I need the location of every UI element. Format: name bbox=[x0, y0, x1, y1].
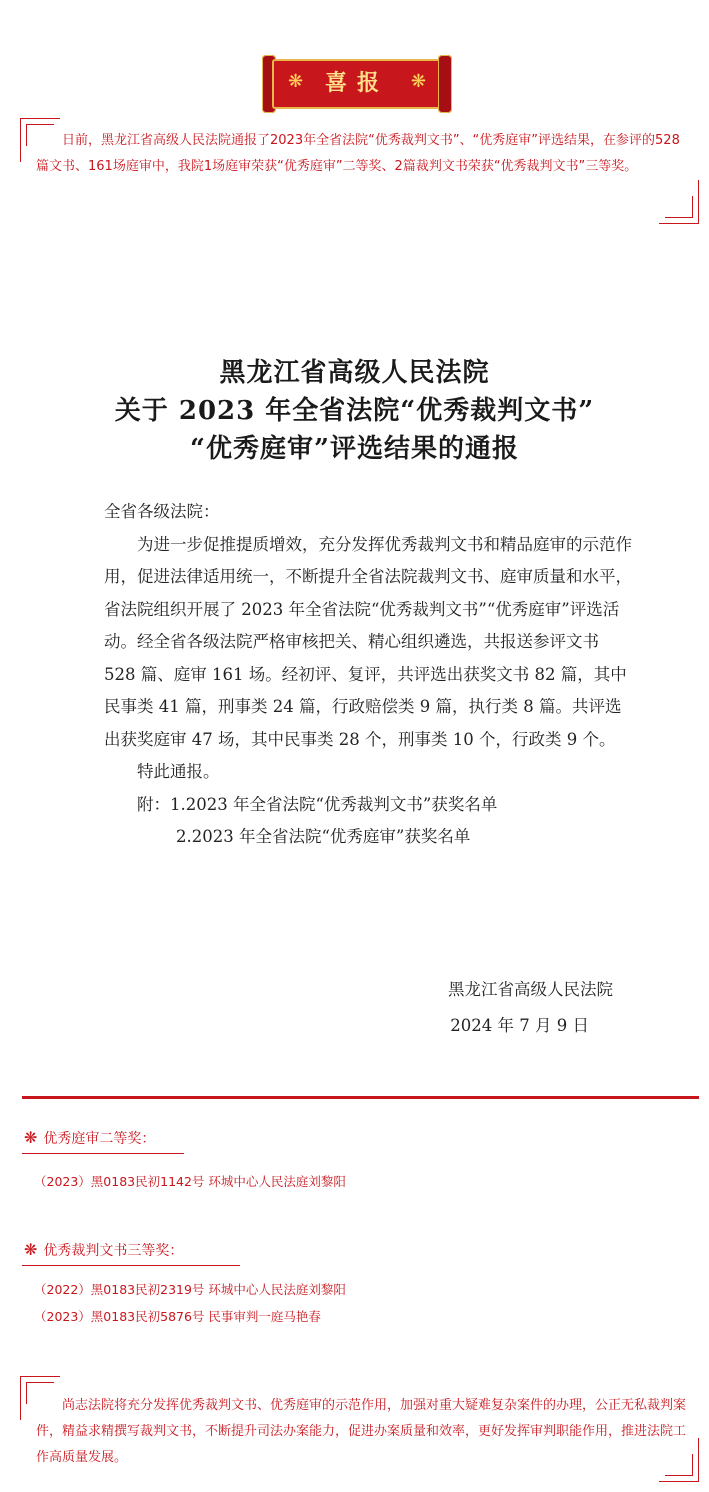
document-attachment-1: 附：1.2023 年全省法院“优秀裁判文书”获奖名单 bbox=[137, 794, 498, 814]
award-heading-label: 优秀庭审二等奖： bbox=[43, 1131, 156, 1147]
notice-document bbox=[0, 300, 709, 1080]
frame-corner-bottom-right bbox=[659, 1442, 699, 1482]
award-underline bbox=[22, 1265, 240, 1266]
sparkle-icon: ❋ bbox=[288, 71, 304, 92]
header-banner bbox=[262, 55, 452, 113]
outro-paragraph: 尚志法院将充分发挥优秀裁判文书、优秀庭审的示范作用，加强对重大疑难复杂案件的办理，公正无私裁判案件，精益求精撰写裁判文书，不断提升司法办案能力，促进办案质量和效率，更好发挥审判职能作用，推进法院工作高质量发展。 bbox=[36, 1398, 687, 1465]
sparkle-icon: ❋ bbox=[410, 71, 426, 92]
document-salutation: 全省各级法院： bbox=[104, 502, 220, 521]
document-title-line: “优秀庭审”评选结果的通报 bbox=[190, 434, 519, 464]
award-underline bbox=[22, 1153, 184, 1154]
document-title-line: 黑龙江省高级人民法院 bbox=[219, 358, 490, 388]
document-date: 2024 年 7 月 9 日 bbox=[450, 1016, 589, 1035]
sparkle-icon: ❋ bbox=[24, 1128, 38, 1147]
document-paragraph: 为进一步促推提质增效，充分发挥优秀裁判文书和精品庭审的示范作用，促进法律适用统一，不断提升全省法院裁判文书、庭审质量和水平，省法院组织开展了 2023 年全省法院“优秀裁判文书”“优秀庭审”评选活动。经全省各级法院严格审核把关、精心组织遴选，共报送参评文书 528 篇、庭审 161 场。经初评、复评，共评选出获奖文书 82 篇，其中民事类 41 篇，刑事类 24 篇，行政赔偿类 9 篇，执行类 8 篇。共评选出获奖庭审 47 场，其中民事类 28 个，刑事类 10 个，行政类 9 个。 bbox=[104, 534, 632, 749]
document-notice: 特此通报。 bbox=[137, 762, 220, 781]
frame-corner-bottom-right bbox=[659, 184, 699, 224]
document-attachment-2: 2.2023 年全省法院“优秀庭审”获奖名单 bbox=[176, 827, 471, 846]
award-item: （2023）黑0183民初1142号 环城中心人民法庭刘黎阳 bbox=[34, 1174, 346, 1189]
sparkle-icon: ❋ bbox=[24, 1240, 38, 1259]
award-heading-label: 优秀裁判文书三等奖： bbox=[43, 1243, 184, 1259]
banner-title: 喜报 bbox=[324, 71, 389, 96]
award-heading bbox=[24, 1128, 155, 1148]
document-title-line: 关于 2023 年全省法院“优秀裁判文书” bbox=[114, 396, 595, 426]
award-heading bbox=[24, 1240, 183, 1260]
document-signer: 黑龙江省高级人民法院 bbox=[448, 980, 613, 999]
document-body bbox=[104, 496, 634, 854]
award-item: （2022）黑0183民初2319号 环城中心人民法庭刘黎阳 bbox=[34, 1282, 346, 1297]
intro-paragraph: 日前，黑龙江省高级人民法院通报了2023年全省法院“优秀裁判文书”、“优秀庭审”评选结果，在参评的528篇文书、161场庭审中，我院1场庭审荣获“优秀庭审”二等奖、2篇裁判文书荣获“优秀裁判文书”三等奖。 bbox=[36, 133, 680, 174]
award-item: （2023）黑0183民初5876号 民事审判一庭马艳春 bbox=[34, 1309, 321, 1324]
section-divider bbox=[22, 1096, 699, 1099]
